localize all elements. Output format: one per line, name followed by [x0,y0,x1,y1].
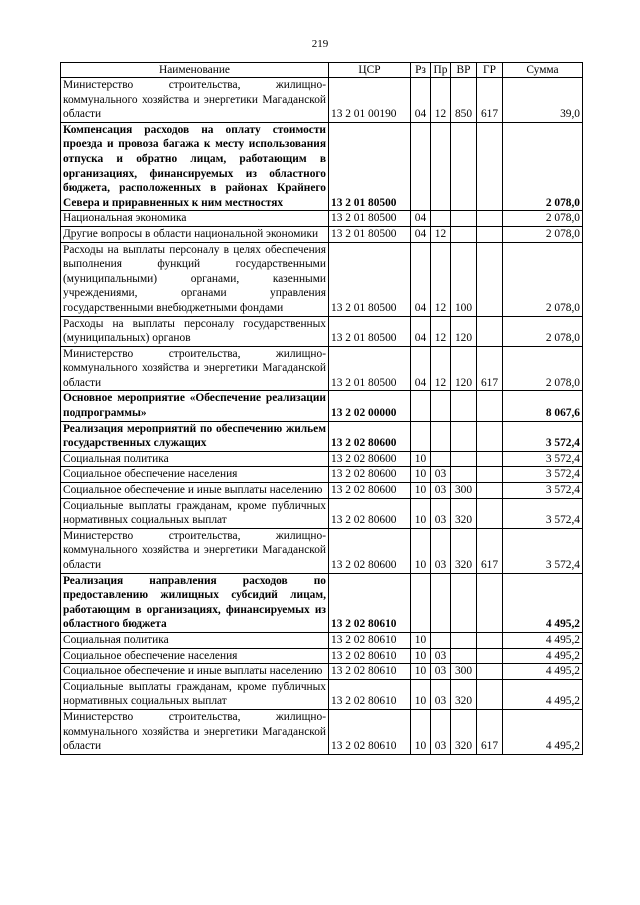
cell-sum: 4 495,2 [503,632,583,648]
table-row [61,709,583,754]
page-number: 219 [311,38,329,50]
table-row [61,679,583,709]
table-row [61,391,583,421]
cell-vr: 300 [451,483,477,499]
cell-pr: 03 [431,664,451,680]
cell-rz: 10 [411,451,431,467]
cell-vr [451,632,477,648]
cell-name: Другие вопросы в области национальной экономики [61,226,329,242]
cell-csr: 13 2 01 80500 [329,242,411,316]
table-row [61,78,583,123]
cell-rz: 10 [411,648,431,664]
cell-sum: 4 495,2 [503,679,583,709]
cell-pr [431,122,451,211]
cell-vr [451,211,477,227]
cell-csr: 13 2 02 80600 [329,483,411,499]
cell-sum: 3 572,4 [503,498,583,528]
cell-rz: 04 [411,211,431,227]
table-row [61,421,583,451]
cell-sum: 4 495,2 [503,648,583,664]
cell-gr: 617 [477,709,503,754]
cell-csr: 13 2 02 80600 [329,467,411,483]
cell-name: Социальные выплаты гражданам, кроме публичных нормативных социальных выплат [61,679,329,709]
cell-name: Социальная политика [61,451,329,467]
cell-pr [431,211,451,227]
cell-vr [451,573,477,632]
cell-vr [451,648,477,664]
cell-name: Социальное обеспечение населения [61,467,329,483]
table-row [61,122,583,211]
cell-rz: 10 [411,483,431,499]
cell-sum: 2 078,0 [503,122,583,211]
table-row [61,528,583,573]
cell-rz [411,391,431,421]
cell-name: Реализация мероприятий по обеспечению жильем государственных служащих [61,421,329,451]
cell-vr [451,226,477,242]
cell-csr: 13 2 02 00000 [329,391,411,421]
cell-vr: 120 [451,346,477,391]
cell-pr: 12 [431,346,451,391]
cell-gr [477,421,503,451]
cell-vr: 320 [451,528,477,573]
cell-csr: 13 2 02 80600 [329,421,411,451]
cell-name: Министерство строительства, жилищно-коммунального хозяйства и энергетики Магаданской области [61,78,329,123]
header-vr: ВР [451,63,477,78]
header-gr: ГР [477,63,503,78]
cell-vr: 300 [451,664,477,680]
table-row [61,648,583,664]
cell-vr: 120 [451,316,477,346]
header-csr: ЦСР [329,63,411,78]
table-row [61,242,583,316]
table-row [61,467,583,483]
cell-pr: 12 [431,226,451,242]
cell-csr: 13 2 01 00190 [329,78,411,123]
cell-gr [477,498,503,528]
cell-rz: 04 [411,316,431,346]
cell-sum: 3 572,4 [503,483,583,499]
cell-csr: 13 2 02 80610 [329,573,411,632]
cell-rz [411,122,431,211]
cell-gr [477,632,503,648]
cell-gr [477,451,503,467]
cell-vr: 850 [451,78,477,123]
cell-csr: 13 2 02 80600 [329,498,411,528]
cell-gr [477,467,503,483]
cell-name: Министерство строительства, жилищно-коммунального хозяйства и энергетики Магаданской области [61,346,329,391]
cell-rz: 04 [411,242,431,316]
cell-csr: 13 2 02 80610 [329,648,411,664]
cell-pr [431,421,451,451]
table-row [61,226,583,242]
cell-sum: 3 572,4 [503,467,583,483]
cell-pr: 03 [431,648,451,664]
cell-pr: 03 [431,528,451,573]
cell-sum: 3 572,4 [503,451,583,467]
cell-sum: 4 495,2 [503,573,583,632]
cell-rz: 10 [411,709,431,754]
cell-rz [411,573,431,632]
cell-csr: 13 2 01 80500 [329,211,411,227]
cell-sum: 2 078,0 [503,242,583,316]
cell-csr: 13 2 01 80500 [329,226,411,242]
cell-gr: 617 [477,346,503,391]
cell-name: Социальное обеспечение и иные выплаты населению [61,664,329,680]
cell-rz: 10 [411,467,431,483]
cell-pr: 12 [431,316,451,346]
cell-sum: 2 078,0 [503,316,583,346]
cell-pr: 03 [431,679,451,709]
cell-rz: 10 [411,528,431,573]
header-name: Наименование [61,63,329,78]
cell-pr [431,451,451,467]
cell-name: Компенсация расходов на оплату стоимости проезда и провоза багажа к месту использования отпуска и обратно лицам, работающим в организациях, финансируемых из областного бюджета, расположенных в районах Крайнего Севера и приравненных к ним местностях [61,122,329,211]
cell-sum: 2 078,0 [503,346,583,391]
cell-name: Основное мероприятие «Обеспечение реализации подпрограммы» [61,391,329,421]
cell-rz: 10 [411,632,431,648]
cell-name: Расходы на выплаты персоналу государственных (муниципальных) органов [61,316,329,346]
cell-vr: 320 [451,498,477,528]
table-row [61,211,583,227]
cell-vr [451,421,477,451]
header-sum: Сумма [503,63,583,78]
cell-gr [477,242,503,316]
cell-pr: 12 [431,78,451,123]
cell-name: Социальное обеспечение и иные выплаты населению [61,483,329,499]
cell-gr: 617 [477,528,503,573]
cell-gr: 617 [477,78,503,123]
cell-pr: 12 [431,242,451,316]
cell-sum: 8 067,6 [503,391,583,421]
cell-sum: 3 572,4 [503,528,583,573]
cell-name: Министерство строительства, жилищно-коммунального хозяйства и энергетики Магаданской области [61,528,329,573]
cell-gr [477,316,503,346]
table-row [61,498,583,528]
cell-csr: 13 2 02 80610 [329,679,411,709]
cell-csr: 13 2 02 80610 [329,709,411,754]
cell-gr [477,483,503,499]
cell-name: Социальное обеспечение населения [61,648,329,664]
cell-gr [477,679,503,709]
table-row [61,451,583,467]
table-row [61,316,583,346]
cell-rz: 10 [411,679,431,709]
cell-name: Социальные выплаты гражданам, кроме публичных нормативных социальных выплат [61,498,329,528]
cell-csr: 13 2 02 80610 [329,664,411,680]
cell-sum: 39,0 [503,78,583,123]
cell-csr: 13 2 01 80500 [329,122,411,211]
cell-rz: 10 [411,664,431,680]
cell-sum: 4 495,2 [503,709,583,754]
table-row [61,632,583,648]
budget-table [60,62,583,755]
cell-vr [451,467,477,483]
cell-vr [451,122,477,211]
table-header-row [61,63,583,78]
cell-sum: 4 495,2 [503,664,583,680]
cell-pr [431,391,451,421]
cell-rz [411,421,431,451]
table-row [61,483,583,499]
cell-name: Социальная политика [61,632,329,648]
cell-csr: 13 2 02 80600 [329,528,411,573]
cell-csr: 13 2 02 80610 [329,632,411,648]
cell-sum: 2 078,0 [503,226,583,242]
cell-csr: 13 2 01 80500 [329,346,411,391]
cell-name: Министерство строительства, жилищно-коммунального хозяйства и энергетики Магаданской области [61,709,329,754]
cell-sum: 2 078,0 [503,211,583,227]
header-rz: Рз [411,63,431,78]
table-row [61,664,583,680]
cell-gr [477,664,503,680]
cell-gr [477,211,503,227]
cell-pr: 03 [431,498,451,528]
table-row [61,573,583,632]
cell-gr [477,648,503,664]
cell-vr: 320 [451,679,477,709]
cell-csr: 13 2 02 80600 [329,451,411,467]
cell-pr: 03 [431,483,451,499]
cell-rz: 04 [411,346,431,391]
header-pr: Пр [431,63,451,78]
cell-vr: 100 [451,242,477,316]
cell-pr: 03 [431,709,451,754]
cell-vr [451,451,477,467]
cell-pr [431,573,451,632]
cell-csr: 13 2 01 80500 [329,316,411,346]
table-row [61,346,583,391]
cell-sum: 3 572,4 [503,421,583,451]
cell-pr [431,632,451,648]
cell-name: Реализация направления расходов по предоставлению жилищных субсидий лицам, работающим в организациях, финансируемых из областного бюджета [61,573,329,632]
cell-gr [477,391,503,421]
cell-vr [451,391,477,421]
cell-gr [477,226,503,242]
cell-rz: 04 [411,78,431,123]
cell-vr: 320 [451,709,477,754]
cell-gr [477,573,503,632]
cell-rz: 04 [411,226,431,242]
cell-gr [477,122,503,211]
cell-pr: 03 [431,467,451,483]
table-body [61,78,583,755]
cell-name: Национальная экономика [61,211,329,227]
cell-rz: 10 [411,498,431,528]
cell-name: Расходы на выплаты персоналу в целях обеспечения выполнения функций государственными (муниципальными) органами, казенными учреждениями, органами управления государственными внебюджетными фондами [61,242,329,316]
